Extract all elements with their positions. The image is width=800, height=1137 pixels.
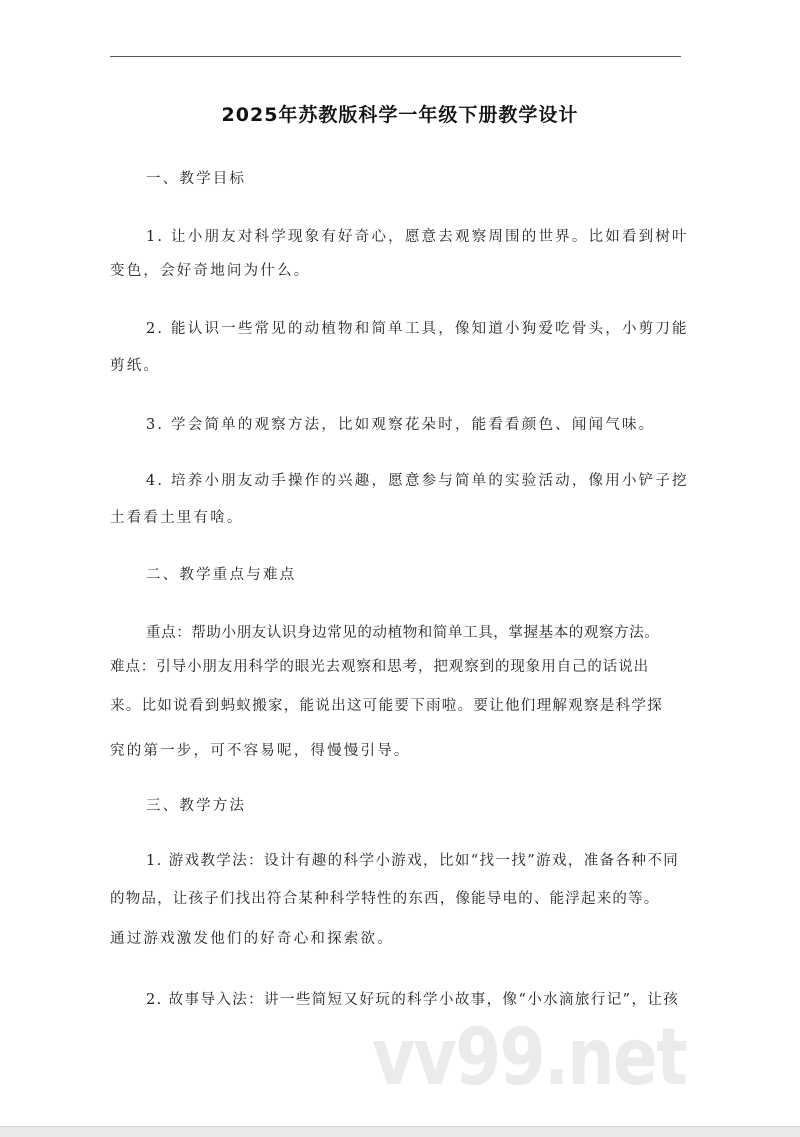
paragraph-line: 剪纸。	[110, 358, 161, 374]
watermark: vv99.net	[372, 1013, 687, 1103]
paragraph-line: 重点：帮助小朋友认识身边常见的动植物和简单工具，掌握基本的观察方法。	[146, 625, 660, 641]
paragraph-line: 土看看土里有啥。	[110, 510, 244, 526]
paragraph-line: 1. 游戏教学法：设计有趣的科学小游戏，比如“找一找”游戏，准备各种不同	[146, 853, 680, 869]
heading-methods: 三、教学方法	[146, 798, 247, 814]
paragraph-line: 2. 故事导入法：讲一些简短又好玩的科学小故事，像“小水滴旅行记”，让孩	[146, 992, 680, 1008]
paragraph-line: 难点：引导小朋友用科学的眼光去观察和思考，把观察到的现象用自己的话说出	[110, 659, 649, 675]
heading-objectives: 一、教学目标	[146, 171, 247, 187]
header-rule	[110, 56, 681, 57]
paragraph-line: 4. 培养小朋友动手操作的兴趣，愿意参与简单的实验活动，像用小铲子挖	[146, 473, 689, 489]
paragraph-line: 变色，会好奇地问为什么。	[110, 263, 311, 279]
document-title: 2025年苏教版科学一年级下册教学设计	[221, 104, 579, 126]
heading-key-points: 二、教学重点与难点	[146, 567, 297, 583]
paragraph-line: 的物品，让孩子们找出符合某种科学特性的东西，像能导电的、能浮起来的等。	[110, 891, 660, 907]
paragraph-line: 3. 学会简单的观察方法，比如观察花朵时，能看看颜色、闻闻气味。	[146, 417, 656, 433]
paragraph-line: 通过游戏激发他们的好奇心和探索欲。	[110, 931, 394, 947]
paragraph-line: 2. 能认识一些常见的动植物和简单工具，像知道小狗爱吃骨头，小剪刀能	[146, 321, 689, 337]
paragraph-line: 究的第一步，可不容易呢，得慢慢引导。	[110, 743, 411, 759]
paragraph-line: 1. 让小朋友对科学现象有好奇心，愿意去观察周围的世界。比如看到树叶	[146, 229, 689, 245]
paragraph-line: 来。比如说看到蚂蚁搬家，能说出这可能要下雨啦。要让他们理解观察是科学探	[110, 698, 663, 714]
